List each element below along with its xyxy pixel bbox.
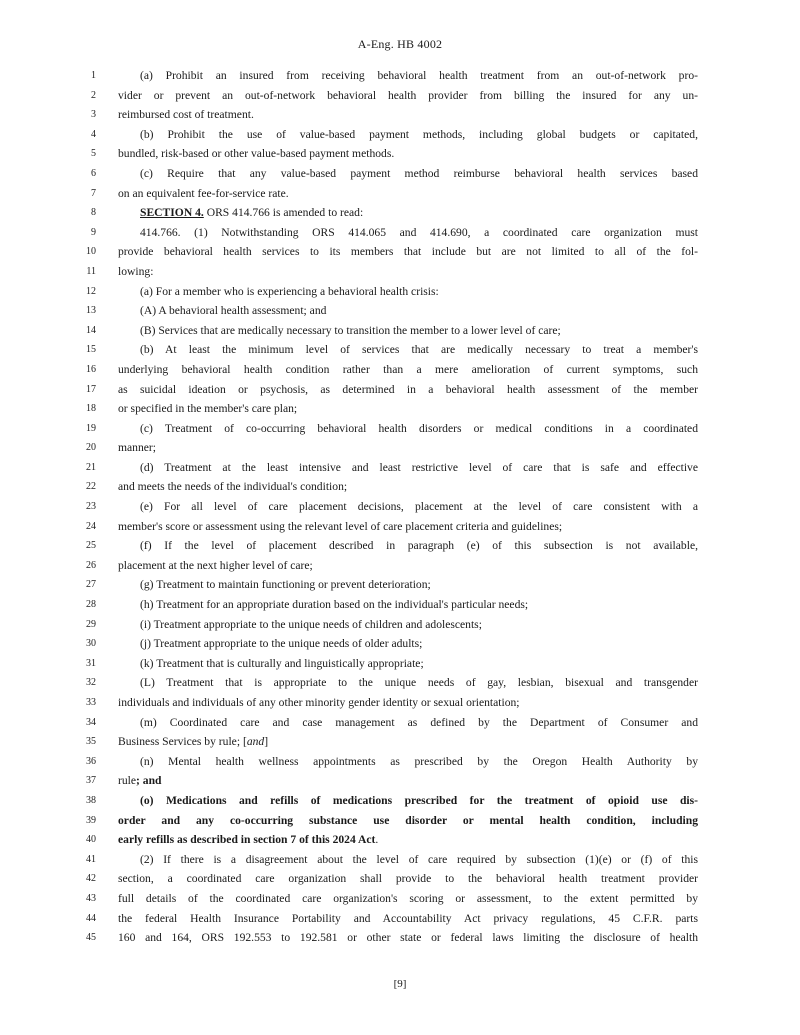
line-text-pre: Business Services by rule; [ — [118, 735, 247, 749]
line-number: 28 — [86, 599, 96, 611]
line-number: 11 — [86, 265, 96, 277]
line-text: (m) Coordinated care and case management as defined by the Department of Consumer and — [140, 715, 698, 729]
line-32 — [0, 673, 800, 693]
line-22 — [0, 477, 800, 497]
line-21 — [0, 458, 800, 478]
line-text: (a) For a member who is experiencing a behavioral health crisis: — [140, 284, 439, 298]
line-text: (2) If there is a disagreement about the level of care required by subsection (1)(e) or (f) of this — [140, 852, 698, 866]
line-number: 9 — [91, 226, 96, 238]
line-text: (c) Treatment of co-occurring behavioral health disorders or medical conditions in a coordinated — [140, 421, 698, 435]
line-number: 4 — [91, 128, 96, 140]
line-41 — [0, 850, 800, 870]
line-text — [118, 830, 698, 850]
line-42 — [0, 869, 800, 889]
line-text: manner; — [118, 441, 156, 455]
line-number: 22 — [86, 481, 96, 493]
line-number: 19 — [86, 422, 96, 434]
line-number: 6 — [91, 167, 96, 179]
line-text: (c) Require that any value-based payment method reimburse behavioral health services based — [140, 166, 698, 180]
line-23 — [0, 497, 800, 517]
line-text: full details of the coordinated care organization's scoring or assessment, to the extent permitted by — [118, 891, 698, 905]
line-37 — [0, 771, 800, 791]
page-number: [9] — [393, 978, 407, 990]
line-number: 24 — [86, 520, 96, 532]
line-9 — [0, 223, 800, 243]
line-number: 7 — [91, 187, 96, 199]
line-31 — [0, 654, 800, 674]
line-30 — [0, 634, 800, 654]
line-number: 45 — [86, 932, 96, 944]
line-15 — [0, 340, 800, 360]
page-header-title: A-Eng. HB 4002 — [357, 37, 443, 51]
line-number: 23 — [86, 501, 96, 513]
line-number: 37 — [86, 775, 96, 787]
line-number: 32 — [86, 677, 96, 689]
line-8 — [0, 203, 800, 223]
line-text: (g) Treatment to maintain functioning or prevent deterioration; — [140, 578, 431, 592]
line-28 — [0, 595, 800, 615]
line-text: (n) Mental health wellness appointments as prescribed by the Oregon Health Authority by — [140, 754, 698, 768]
line-17 — [0, 380, 800, 400]
line-number: 20 — [86, 442, 96, 454]
line-text: on an equivalent fee-for-service rate. — [118, 186, 289, 200]
line-1 — [0, 66, 800, 86]
line-text: (B) Services that are medically necessary to transition the member to a lower level of care; — [140, 323, 561, 337]
line-25 — [0, 536, 800, 556]
line-number: 30 — [86, 638, 96, 650]
line-number: 25 — [86, 540, 96, 552]
line-text: member's score or assessment using the relevant level of care placement criteria and guidelines; — [118, 519, 563, 533]
line-text: provide behavioral health services to its members that include but are not limited to all of the fol- — [118, 245, 698, 259]
line-number: 39 — [86, 814, 96, 826]
line-text: (j) Treatment appropriate to the unique needs of older adults; — [140, 637, 423, 651]
line-number: 16 — [86, 363, 96, 375]
line-number: 10 — [86, 246, 96, 258]
line-number: 18 — [86, 403, 96, 415]
line-number: 42 — [86, 873, 96, 885]
line-2 — [0, 86, 800, 106]
line-number: 27 — [86, 579, 96, 591]
line-number: 12 — [86, 285, 96, 297]
line-number: 41 — [86, 853, 96, 865]
added-text: (o) Medications and refills of medications prescribed for the treatment of opioid use dis- — [140, 793, 698, 807]
line-39 — [0, 811, 800, 831]
line-number: 21 — [86, 461, 96, 473]
line-number: 29 — [86, 618, 96, 630]
line-text-post: . — [375, 833, 379, 847]
line-7 — [0, 184, 800, 204]
line-18 — [0, 399, 800, 419]
line-19 — [0, 419, 800, 439]
line-3 — [0, 105, 800, 125]
line-45 — [0, 928, 800, 948]
line-11 — [0, 262, 800, 282]
line-text — [118, 732, 698, 752]
line-text: and meets the needs of the individual's condition; — [118, 480, 348, 494]
line-text-post: ] — [264, 735, 269, 749]
line-text — [140, 203, 698, 223]
deleted-text: and — [246, 735, 265, 749]
line-27 — [0, 575, 800, 595]
line-text: placement at the next higher level of care; — [118, 558, 313, 572]
line-number: 15 — [86, 344, 96, 356]
line-35 — [0, 732, 800, 752]
line-number: 14 — [86, 324, 96, 336]
line-number: 36 — [86, 755, 96, 767]
line-number: 33 — [86, 697, 96, 708]
line-number: 3 — [91, 109, 96, 121]
line-text: (h) Treatment for an appropriate duration based on the individual's particular needs; — [140, 598, 529, 612]
line-text: 160 and 164, ORS 192.553 to 192.581 or other state or federal laws limiting the disclosure of health — [118, 931, 698, 945]
line-36 — [0, 752, 800, 772]
line-text: as suicidal ideation or psychosis, as determined in a behavioral health assessment of the member — [118, 382, 698, 396]
line-number: 35 — [86, 736, 96, 748]
line-12 — [0, 282, 800, 302]
line-24 — [0, 517, 800, 537]
line-number: 2 — [91, 89, 96, 101]
section-heading: SECTION 4. — [140, 206, 204, 220]
line-number: 34 — [86, 716, 96, 728]
line-text: (b) Prohibit the use of value-based payment methods, including global budgets or capitated, — [140, 127, 698, 141]
line-16 — [0, 360, 800, 380]
line-text: (d) Treatment at the least intensive and least restrictive level of care that is safe and effective — [140, 460, 698, 474]
line-text: (k) Treatment that is culturally and linguistically appropriate; — [140, 656, 424, 670]
line-number: 31 — [86, 657, 96, 669]
section-heading-rest: ORS 414.766 is amended to read: — [203, 206, 364, 220]
line-text: (b) At least the minimum level of services that are medically necessary to treat a member's — [140, 343, 698, 357]
line-10 — [0, 242, 800, 262]
line-number: 26 — [86, 559, 96, 571]
line-text: reimbursed cost of treatment. — [118, 108, 254, 122]
line-text: lowing: — [118, 264, 154, 278]
line-40 — [0, 830, 800, 850]
line-text: (i) Treatment appropriate to the unique needs of children and adolescents; — [140, 617, 482, 631]
line-34 — [0, 713, 800, 733]
line-text — [118, 771, 698, 791]
line-number: 13 — [86, 305, 96, 317]
line-13 — [0, 301, 800, 321]
line-text: (A) A behavioral health assessment; and — [140, 304, 327, 318]
line-text: section, a coordinated care organization shall provide to the behavioral health treatment provider — [118, 872, 698, 886]
line-number: 1 — [91, 70, 96, 81]
line-text: (a) Prohibit an insured from receiving behavioral health treatment from an out-of-network pro- — [140, 69, 698, 82]
line-44 — [0, 909, 800, 929]
line-text: 414.766. (1) Notwithstanding ORS 414.065 and 414.690, a coordinated care organization must — [140, 225, 698, 239]
line-43 — [0, 889, 800, 909]
line-number: 5 — [91, 148, 96, 160]
line-33 — [0, 693, 800, 713]
line-number: 40 — [86, 834, 96, 846]
added-text: early refills as described in section 7 of this 2024 Act — [118, 833, 376, 847]
line-text: or specified in the member's care plan; — [118, 402, 298, 416]
line-text: bundled, risk-based or other value-based payment methods. — [118, 147, 395, 161]
line-text: individuals and individuals of any other minority gender identity or sexual orientation; — [118, 696, 520, 709]
line-text: (L) Treatment that is appropriate to the unique needs of gay, lesbian, bisexual and transgender — [140, 676, 698, 690]
line-number: 8 — [91, 207, 96, 219]
line-5 — [0, 144, 800, 164]
line-text: (f) If the level of placement described in paragraph (e) of this subsection is not available, — [140, 539, 698, 553]
line-number: 44 — [86, 912, 96, 924]
line-text-pre: rule — [118, 774, 137, 788]
line-20 — [0, 438, 800, 458]
line-text: underlying behavioral health condition rather than a mere amelioration of current symptoms, such — [118, 362, 698, 376]
line-number: 38 — [86, 794, 96, 806]
line-text: vider or prevent an out-of-network behavioral health provider from billing the insured for any un- — [118, 88, 698, 102]
line-text: (e) For all level of care placement decisions, placement at the level of care consistent with a — [140, 500, 698, 514]
line-29 — [0, 615, 800, 635]
line-number: 17 — [86, 383, 96, 395]
added-text: ; and — [136, 774, 162, 788]
line-number: 43 — [86, 892, 96, 904]
document-body — [0, 66, 800, 948]
added-text: order and any co-occurring substance use disorder or mental health condition, including — [118, 813, 698, 827]
line-4 — [0, 125, 800, 145]
line-6 — [0, 164, 800, 184]
line-14 — [0, 321, 800, 341]
line-26 — [0, 556, 800, 576]
line-text: the federal Health Insurance Portability and Accountability Act privacy regulations, 45 C.F.R. parts — [118, 911, 698, 925]
line-38 — [0, 791, 800, 811]
